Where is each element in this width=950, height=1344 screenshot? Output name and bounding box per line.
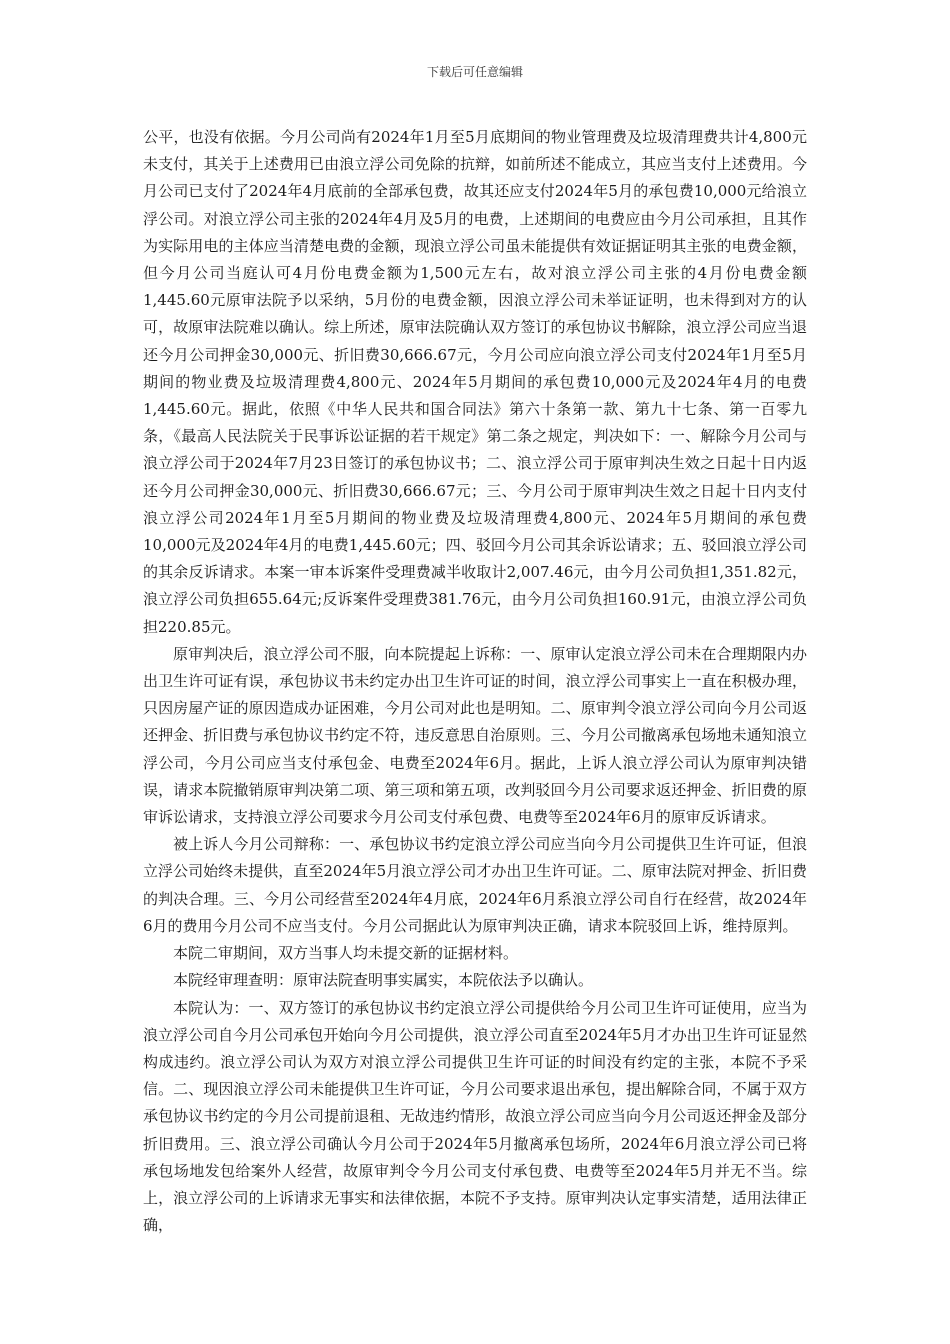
paragraph-defense: 被上诉人今月公司辩称：一、承包协议书约定浪立浮公司应当向今月公司提供卫生许可证，但浪立浮公司始终未提供，直至2024年5月浪立浮公司才办出卫生许可证。二、原审法院对押金、折旧费的判决合理。三、今月公司经营至2024年4月底，2024年6月系浪立浮公司自行在经营，故2024年6月的费用今月公司不应当支付。今月公司据此认为原审判决正确，请求本院驳回上诉，维持原判。: [143, 835, 807, 935]
page-header: 下载后可任意编辑: [426, 65, 523, 79]
paragraph-facts-confirmed: 本院经审理查明：原审法院查明事实属实，本院依法予以确认。: [173, 971, 594, 990]
paragraph-appeal: 原审判决后，浪立浮公司不服，向本院提起上诉称：一、原审认定浪立浮公司未在合理期限内办出卫生许可证有误，承包协议书未约定办出卫生许可证的时间，浪立浮公司事实上一直在积极办理，只因房屋产证的原因造成办证困难，今月公司对此也是明知。二、原审判令浪立浮公司向今月公司返还押金、折旧费与承包协议书约定不符，违反意思自治原则。三、今月公司撤离承包场地未通知浪立浮公司，今月公司应当支付承包金、电费至2024年6月。据此，上诉人浪立浮公司认为原审判决错误，请求本院撤销原审判决第二项、第三项和第五项，改判驳回今月公司要求返还押金、折旧费的原审诉讼请求，支持浪立浮公司要求今月公司支付承包费、电费等至2024年6月的原审反诉请求。: [143, 644, 807, 827]
paragraph-court-opinion: 本院认为：一、双方签订的承包协议书约定浪立浮公司提供给今月公司卫生许可证使用，应当为浪立浮公司自今月公司承包开始向今月公司提供，浪立浮公司直至2024年5月才办出卫生许可证显然构成违约。浪立浮公司认为双方对浪立浮公司提供卫生许可证的时间没有约定的主张，本院不予采信。二、现因浪立浮公司未能提供卫生许可证，今月公司要求退出承包，提出解除合同，不属于双方承包协议书约定的今月公司提前退租、无故违约情形，故浪立浮公司应当向今月公司返还押金及部分折旧费用。三、浪立浮公司确认今月公司于2024年5月撤离承包场所，2024年6月浪立浮公司已将承包场地发包给案外人经营，故原审判令今月公司支付承包费、电费等至2024年5月并无不当。综上，浪立浮公司的上诉请求无事实和法律依据，本院不予支持。原审判决认定事实清楚，适用法律正确，: [143, 998, 807, 1235]
document-body: [143, 124, 807, 1239]
paragraph-judgment-summary: 公平，也没有依据。今月公司尚有2024年1月至5月底期间的物业管理费及垃圾清理费共计4,800元未支付，其关于上述费用已由浪立浮公司免除的抗辩，如前所述不能成立，其应当支付上述费用。今月公司已支付了2024年4月底前的全部承包费，故其还应支付2024年5月的承包费10,000元给浪立浮公司。对浪立浮公司主张的2024年4月及5月的电费，上述期间的电费应由今月公司承担，且其作为实际用电的主体应当清楚电费的金额，现浪立浮公司虽未能提供有效证据证明其主张的电费金额，但今月公司当庭认可4月份电费金额为1,500元左右，故对浪立浮公司主张的4月份电费金额1,445.60元原审法院予以采纳，5月份的电费金额，因浪立浮公司未举证证明，也未得到对方的认可，故原审法院难以确认。综上所述，原审法院确认双方签订的承包协议书解除，浪立浮公司应当退还今月公司押金30,000元、折旧费30,666.67元，今月公司应向浪立浮公司支付2024年1月至5月期间的物业费及垃圾清理费4,800元、2024年5月期间的承包费10,000元及2024年4月的电费1,445.60元。据此，依照《中华人民共和国合同法》第六十条第一款、第九十七条、第一百零九条，《最高人民法院关于民事诉讼证据的若干规定》第二条之规定，判决如下：一、解除今月公司与浪立浮公司于2024年7月23日签订的承包协议书；二、浪立浮公司于原审判决生效之日起十日内返还今月公司押金30,000元、折旧费30,666.67元；三、今月公司于原审判决生效之日起十日内支付浪立浮公司2024年1月至5月期间的物业费及垃圾清理费4,800元、2024年5月期间的承包费10,000元及2024年4月的电费1,445.60元；四、驳回今月公司其余诉讼请求；五、驳回浪立浮公司的其余反诉请求。本案一审本诉案件受理费减半收取计2,007.46元，由今月公司负担1,351.82元，浪立浮公司负担655.64元;反诉案件受理费381.76元，由今月公司负担160.91元，由浪立浮公司负担220.85元。: [143, 128, 807, 636]
paragraph-no-new-evidence: 本院二审期间，双方当事人均未提交新的证据材料。: [173, 944, 519, 963]
